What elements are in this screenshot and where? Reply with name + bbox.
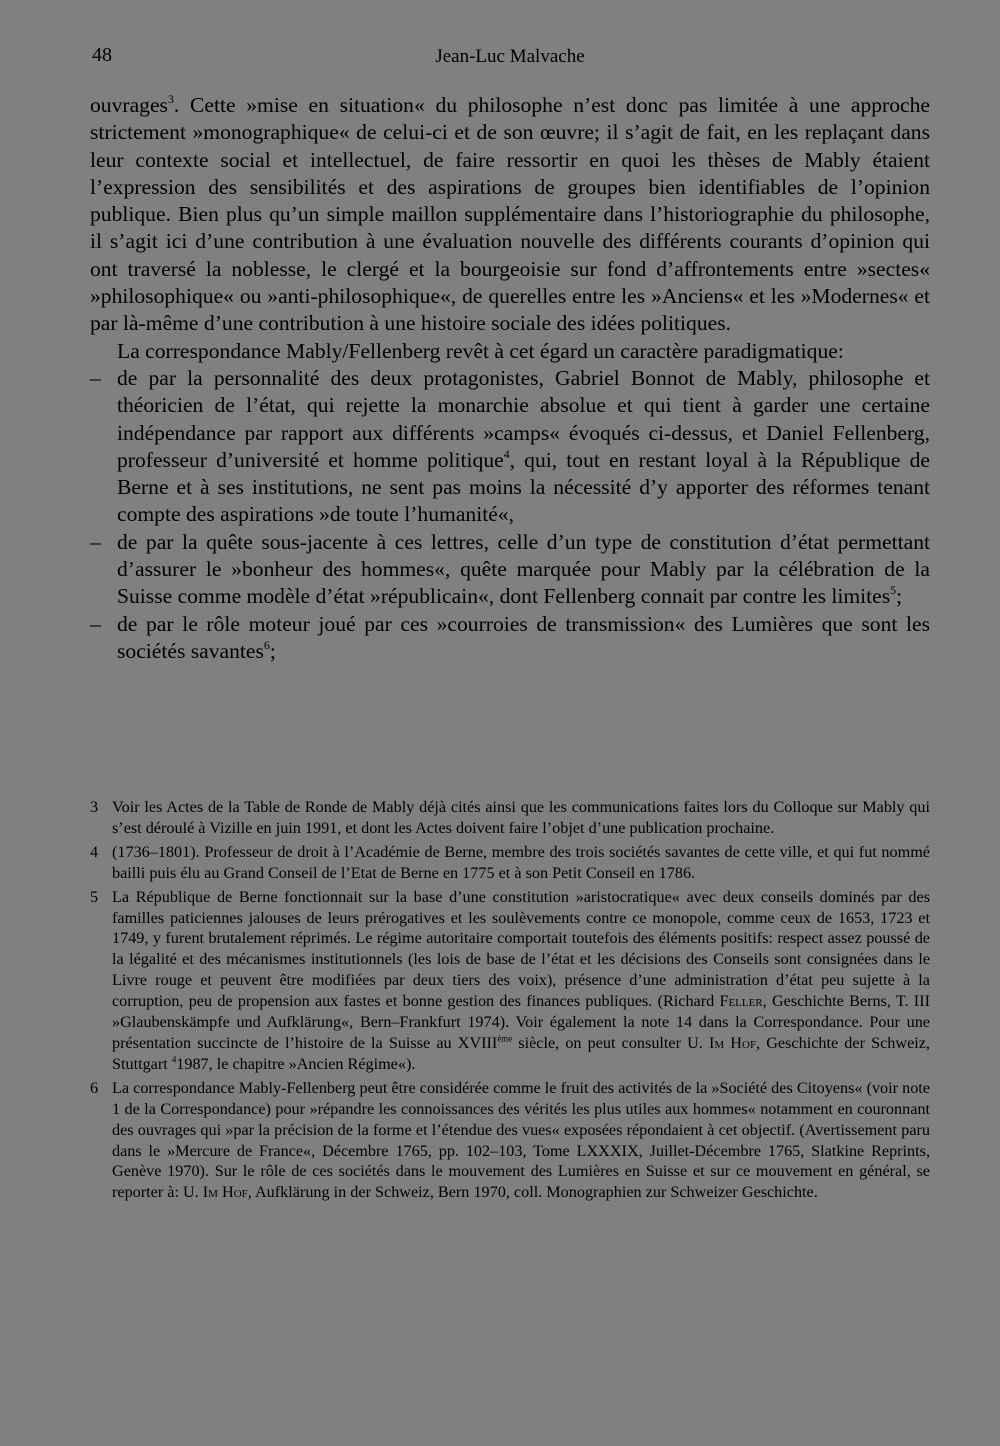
running-head: Jean-Luc Malvache [435,46,585,67]
footnote-text: , Geschichte der Schweiz, Stuttgart [112,1033,930,1073]
page-header [90,44,930,74]
list-item-text: de par la personnalité des deux protagonistes, Gabriel Bonnot de Mably, philosophe et théoricien de l’état, qui rejette la monarchie absolue et qui tient à garder une certaine indépendance par rapport aux différents »camps« évoqués ci-dessus, et Daniel Fellenberg, professeur d’université et homme politique [117,365,930,472]
footnote-number: 6 [90,1078,99,1097]
footnote-number: 5 [90,887,99,906]
footnote-ref-6: 6 [263,638,270,653]
author-name: Im Hof [202,1183,248,1202]
list-item-text: ; [269,638,276,663]
footnote-text: La correspondance Mably-Fellenberg peut être considérée comme le fruit des activités de la »Société des Citoyens« (voir note 1 de la Correspondance) pour »répandre les connoissances des vérités les plus utiles aux hommes« notamment en couronnant des ouvrages qui »par la précision de la forme et l’étendue des vues« exposées répondaient à cet objectif. (Avertissement paru dans le »Mercure de France«, Décembre 1765, pp. 102–103, Tome LXXXIX, Juillet-Décembre 1765, Slatkine Reprints, Genève 1970). Sur le rôle de ces sociétés dans le mouvement des Lumières en Suisse et sur ce mouvement en général, se reporter à: U. [112,1078,930,1202]
paragraph-text: ouvrages [90,93,168,117]
paragraph-2: La correspondance Mably/Fellenberg revêt à cet égard un caractère paradigmatique: [117,338,844,363]
footnote-6 [90,1078,930,1203]
author-name: Im Hof [709,1033,757,1052]
list-item-text: ; [896,584,903,609]
footnote-ref-4: 4 [503,446,510,461]
footnote-number: 3 [90,798,99,816]
superscript: ème [497,1033,513,1044]
list-item [90,529,930,611]
footnote-3 [90,797,930,839]
page-number: 48 [92,44,112,66]
footnote-text: , Aufklärung in der Schweiz, Bern 1970, coll. Monographien zur Schweizer Geschichte. [247,1183,818,1202]
footnote-ref-5: 5 [890,583,897,598]
list-item-text: de par le rôle moteur joué par ces »courroies de transmission« des Lumières que sont les sociétés savantes [117,611,930,663]
list-item-text: , qui, tout en restant loyal à la République de Berne et à ses institutions, ne sent pas moins la nécessité d’y apporter des réformes tenant compte des aspirations »de toute l’humanité«, [117,447,931,527]
footnote-4 [90,842,930,884]
list-dash: – [90,611,101,636]
footnote-text: 1987, le chapitre »Ancien Régime«). [176,1054,416,1073]
footnote-number: 4 [90,842,99,861]
footnote-text: siècle, on peut consulter U. [512,1033,709,1052]
author-name: Feller [719,992,763,1011]
list-item-text: de par la quête sous-jacente à ces lettres, celle d’un type de constitution d’état permettant d’assurer le »bonheur des hommes«, quête marquée pour Mably par la célébration de la Suisse comme modèle d’état »républicain«, dont Fellenberg connait par contre les limites [117,529,930,609]
paragraph-text: . Cette »mise en situation« du philosophe n’est donc pas limitée à une approche strictement »monographique« de celui-ci et de son œuvre; il s’agit de fait, en les replaçant dans leur contexte social et intellectuel, de faire ressortir en quoi les thèses de Mably étaient l’expression des sensibilités et des aspirations de groupes bien identifiables de l’opinion publique. Bien plus qu’un simple maillon supplémentaire dans l’historiographie du philosophe, il s’agit ici d’une contribution à une évaluation nouvelle des différents courants d’opinion qui ont traversé la noblesse, le clergé et la bourgeoisie sur fond d’affrontements entre »sectes« »philosophique« ou »anti-philosophique«, de querelles entre les »Anciens« et les »Modernes« et par là-même d’une contribution à une histoire sociale des idées politiques. [90,93,930,336]
list-dash: – [90,365,101,390]
footnote-text: (1736–1801). Professeur de droit à l’Académie de Berne, membre des trois sociétés savantes de cette ville, et qui fut nommé bailli puis élu au Grand Conseil de l’Etat de Berne en 1775 et à son Petit Conseil en 1786. [112,842,930,882]
list-dash: – [90,529,101,554]
list-item [90,611,930,666]
footnote-text: , Geschichte Berns, T. III »Glaubenskämpfe und Aufklärung«, Bern–Frankfurt 1974). Voir également la note 14 dans la Correspondance. Pour une présentation succincte de l’histoire de la Suisse au XVIII [112,992,930,1052]
list-item [90,365,930,529]
footnotes [90,797,930,1206]
dash-list [90,365,930,665]
main-text [90,92,930,665]
paragraph-1 [90,92,930,338]
footnote-ref-3: 3 [167,92,174,107]
edition-superscript: 4 [171,1054,177,1065]
footnote-text: Voir les Actes de la Table de Ronde de Mably déjà cités ainsi que les communications faites lors du Colloque sur Mably qui s’est déroulé à Vizille en juin 1991, et dont les Actes doivent faire l’objet d’une publication prochaine. [112,798,930,837]
footnote-text: La République de Berne fonctionnait sur la base d’une constitution »aristocratique« avec deux conseils dominés par des familles paticiennes jalouses de leurs prérogatives et les soulèvements contre ce monopole, comme ceux de 1653, 1723 et 1749, y furent brutalement réprimés. Le régime autoritaire comportait toutefois des éléments positifs: respect assez poussé de la légalité et des mécanismes institutionnels (les lois de base de l’état et les décisions des Conseils sont consignées dans le Livre rouge et peuvent être modifiées par deux tiers des voix), présence d’une administration d’état peu sujette à la corruption, peu de propension aux fastes et bonne gestion des finances publiques. (Richard [112,887,930,1011]
footnote-5 [90,887,930,1075]
